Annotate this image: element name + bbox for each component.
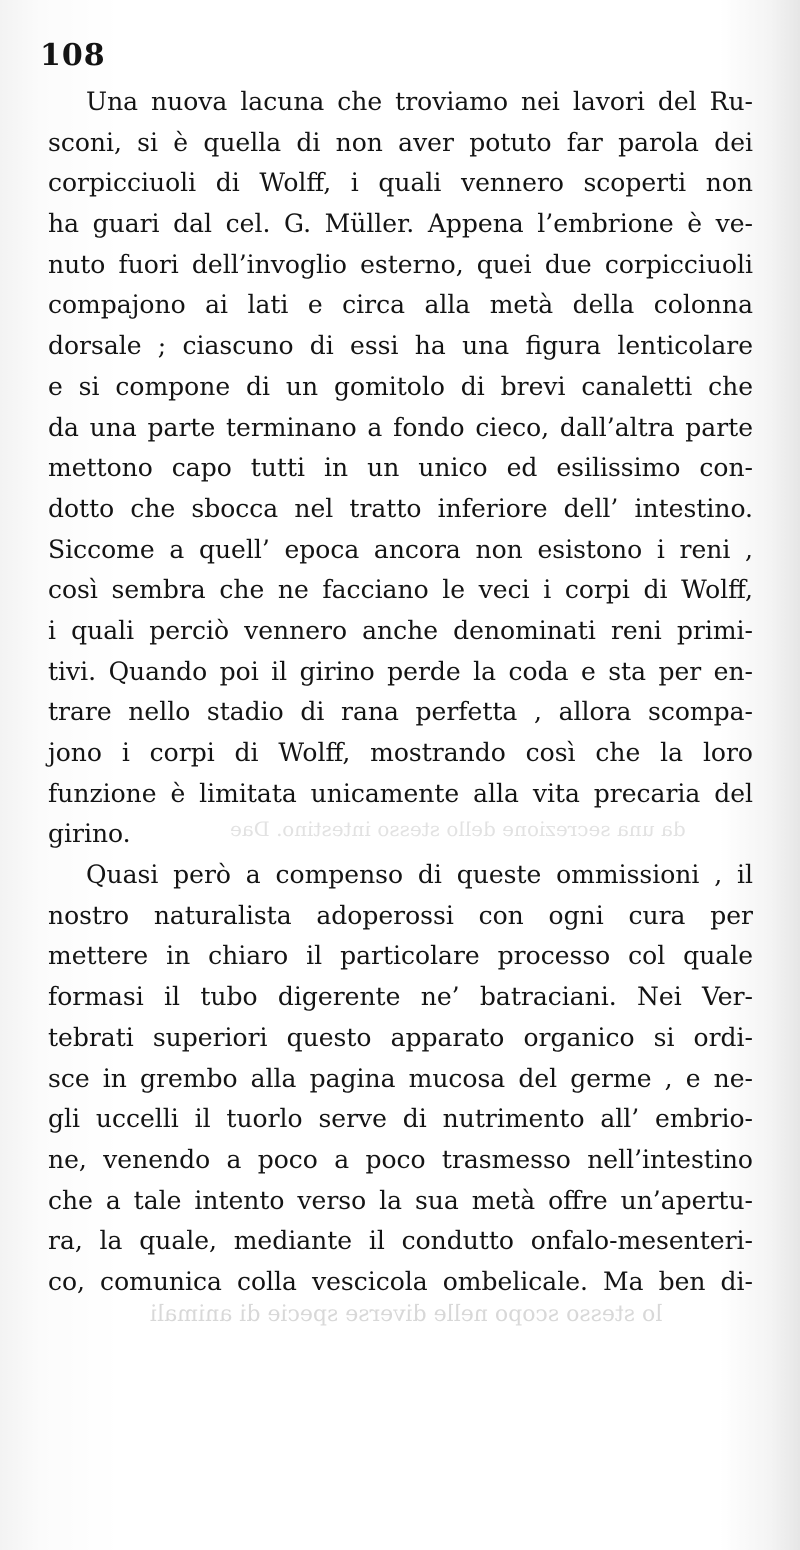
text-line: tivi. Quando poi il girino perde la coda e sta per en- bbox=[48, 656, 753, 686]
show-through-text-bottom: lo stesso scopo nelle diverse specie di animali bbox=[150, 1302, 663, 1327]
text-line: così sembra che ne facciano le veci i corpi di Wolff, bbox=[48, 575, 753, 605]
text-line: ra, la quale, mediante il condutto onfalo-mesenteri- bbox=[48, 1226, 753, 1256]
text-line: mettere in chiaro il particolare processo col quale bbox=[48, 941, 753, 971]
text-line: girino. bbox=[48, 819, 131, 849]
text-line: sconi, si è quella di non aver potuto far parola dei bbox=[48, 127, 753, 157]
text-line: funzione è limitata unicamente alla vita precaria del bbox=[48, 778, 753, 808]
text-line: compajono ai lati e circa alla metà della colonna bbox=[48, 290, 753, 320]
text-line: gli uccelli il tuorlo serve di nutrimento all’ embrio- bbox=[48, 1104, 753, 1134]
text-line: trare nello stadio di rana perfetta , allora scompa- bbox=[48, 697, 753, 727]
text-line: e si compone di un gomitolo di brevi canaletti che bbox=[48, 371, 753, 401]
text-line: dorsale ; ciascuno di essi ha una figura lenticolare bbox=[48, 331, 753, 361]
text-line: corpicciuoli di Wolff, i quali vennero scoperti non bbox=[48, 168, 753, 198]
text-line: Quasi però a compenso di queste ommissioni , il bbox=[86, 860, 753, 890]
body-text bbox=[48, 82, 753, 1303]
text-line: tebrati superiori questo apparato organico si ordi- bbox=[48, 1022, 753, 1052]
text-line: ne, venendo a poco a poco trasmesso nell’intestino bbox=[48, 1144, 753, 1174]
text-line: Una nuova lacuna che troviamo nei lavori del Ru- bbox=[86, 87, 753, 116]
text-line: formasi il tubo digerente ne’ batraciani. Nei Ver- bbox=[48, 982, 753, 1012]
text-line: co, comunica colla vescicola ombelicale. Ma ben di- bbox=[48, 1266, 753, 1296]
text-line: da una parte terminano a fondo cieco, dall’altra parte bbox=[48, 412, 753, 442]
text-line: che a tale intento verso la sua metà offre un’apertu- bbox=[48, 1185, 753, 1215]
text-line: Siccome a quell’ epoca ancora non esistono i reni , bbox=[48, 534, 753, 564]
text-line: jono i corpi di Wolff, mostrando così che la loro bbox=[48, 738, 753, 767]
page-number: 108 bbox=[40, 38, 106, 73]
text-line: nostro naturalista adoperossi con ogni cura per bbox=[48, 900, 753, 930]
text-line: nuto fuori dell’invoglio esterno, quei due corpicciuoli bbox=[48, 249, 753, 279]
text-line: sce in grembo alla pagina mucosa del germe , e ne- bbox=[48, 1063, 753, 1093]
text-line: i quali perciò vennero anche denominati reni primi- bbox=[48, 615, 753, 645]
text-line: ha guari dal cel. G. Müller. Appena l’embrione è ve- bbox=[48, 209, 753, 239]
show-through-text: da una secrezione dello stesso intestino. Dae bbox=[230, 817, 686, 841]
text-line: mettono capo tutti in un unico ed esilissimo con- bbox=[48, 453, 753, 483]
text-line: dotto che sbocca nel tratto inferiore dell’ intestino. bbox=[48, 493, 753, 523]
